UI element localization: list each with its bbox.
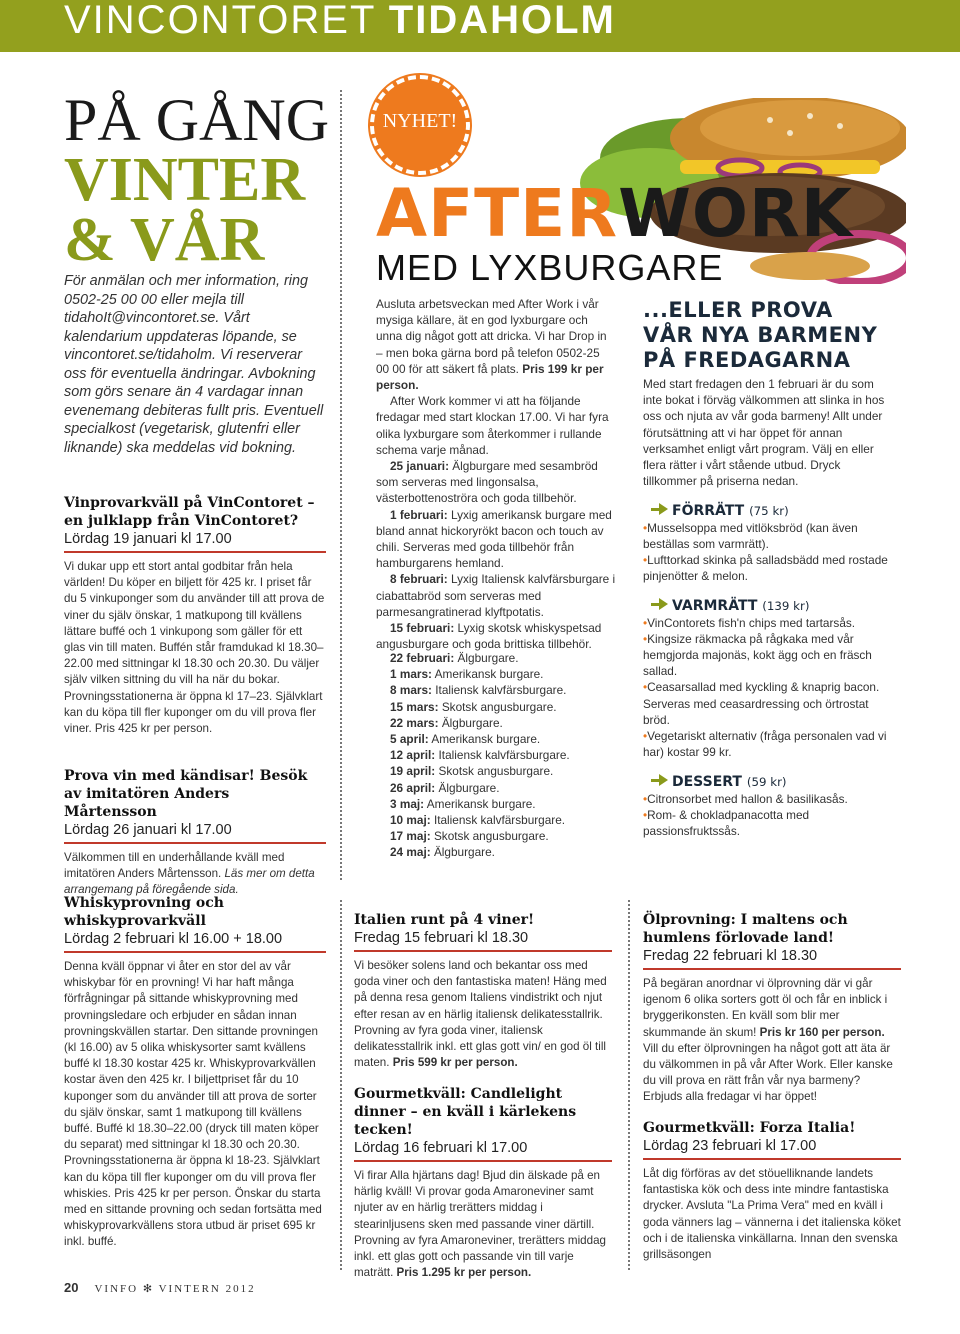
schedule-text: Amerikansk burgare.	[434, 667, 544, 682]
menu-item: •VinContorets fish'n chips med tartarsås.	[643, 615, 856, 630]
menu-item: •Kingsize räkmacka på rågkaka med vår hemgjorda majonäs, kokt ägg och en fräsch sallad.	[643, 631, 872, 679]
event-title: Vinprovarkväll på VinContoret – en julklapp från VinContoret?	[64, 495, 315, 529]
header-title	[64, 0, 616, 40]
menu-item: •Ceasarsallad med kyckling & knaprig bacon. Serveras med ceasardressing och örtrostat bröd.	[643, 680, 880, 727]
schedule-text: Älgburgare.	[433, 845, 495, 860]
barmeny-body	[643, 376, 893, 839]
event-title: Gourmetkväll: Candlelight dinner – en kväll i kärlekens tecken!	[354, 1086, 577, 1138]
event-body-text: Vi firar Alla hjärtans dag! Bjud din älskade på en härlig kväll! Vi provar goda Amaroneviner samt njuter av en härlig trerätters middag i stearinljusens sken med passande viner därtill. Provning av fyra Amaroneviner, trerätters middag inkl. ett glas gott och passande vin till varje maträtt.	[354, 1169, 606, 1280]
schedule-date: 19 april:	[390, 764, 436, 779]
page-subtitle-winter: VINTER	[64, 146, 306, 214]
menu-section-varmratt	[643, 598, 893, 614]
schedule-text: Amerikansk burgare.	[426, 796, 536, 811]
special-date: 25 januari:	[390, 459, 450, 474]
header-title-light: VINCONTORET	[64, 0, 376, 42]
schedule-text: Skotsk angusburgare.	[441, 699, 557, 714]
event-rule	[643, 968, 901, 970]
menu-section-label: VARMRÄTT	[672, 598, 758, 615]
event-body-text: På begäran anordnar vi ölprovning där vi går igenom 6 olika sorters gott öl och får en inblick i bryggerikonsten. En kväll som blir mer skummande än skum!	[643, 977, 888, 1039]
schedule-text: Italiensk kalvfärsburgare.	[438, 748, 570, 763]
menu-item-text: VinContorets fish'n chips med tartarsås.	[647, 615, 856, 630]
event-forza-italia	[643, 1119, 901, 1263]
schedule-date: 17 maj:	[390, 829, 431, 844]
event-body-italic: Läs mer om detta arrangemang på föregående sida.	[64, 867, 315, 897]
arrow-right-icon	[659, 598, 668, 610]
schedule-date: 5 april:	[390, 732, 429, 747]
header-title-bold: TIDAHOLM	[388, 0, 616, 42]
afterwork-body	[376, 296, 616, 652]
afterwork-p2: After Work kommer vi att ha följande fredagar med start klockan 17.00. Vi har fyra olika lyxburgare som återkommer i rullande schema varje månad.	[376, 394, 609, 457]
barmeny-heading-2: VÅR NYA BARMENY	[643, 323, 878, 347]
menu-item: •Lufttorkad skinka på salladsbädd med rostade pinjenötter & melon.	[643, 553, 888, 584]
page-subtitle-spring: & VÅR	[64, 206, 265, 274]
afterwork-price: Pris 199 kr per person.	[376, 361, 604, 393]
afterwork-special	[376, 571, 616, 620]
schedule-item	[376, 715, 616, 731]
arrow-right-icon	[659, 774, 668, 786]
event-title: Ölprovning: I maltens och humlens förlovade land!	[643, 912, 848, 946]
schedule-item	[376, 780, 616, 796]
menu-item: •Citronsorbet med hallon & basilikasås.	[643, 791, 848, 806]
special-text: Lyxig skotsk whiskyspetsad angusburgare och goda brittiska tillbehör.	[376, 621, 602, 652]
afterwork-subtitle: MED LYXBURGARE	[376, 247, 724, 288]
menu-section-price: (75 kr)	[749, 504, 789, 519]
schedule-item	[376, 650, 616, 666]
schedule-date: 22 mars:	[390, 715, 439, 730]
event-date: Lördag 19 januari kl 17.00	[64, 531, 232, 547]
event-rule	[64, 551, 326, 553]
schedule-text: Skotsk angusburgare.	[438, 764, 554, 779]
afterwork-special	[376, 507, 616, 572]
schedule-date: 24 maj:	[390, 845, 431, 860]
schedule-date: 15 mars:	[390, 699, 439, 714]
schedule-date: 26 april:	[390, 780, 436, 795]
schedule-text: Italiensk kalvfärsburgare.	[433, 813, 566, 828]
schedule-text: Älgburgare.	[457, 651, 519, 665]
schedule-date: 22 februari:	[390, 651, 455, 665]
event-beer	[643, 911, 901, 1106]
afterwork-title	[376, 175, 853, 252]
event-date: Lördag 16 februari kl 17.00	[354, 1140, 528, 1156]
schedule-text: Älgburgare.	[441, 715, 503, 730]
event-body: Låt dig förföras av det stöuelliknande landets fantastiska kök och dess inte mindre fantastiska drycker. Avsluta "La Prima Vera" med en kväll i goda vänners lag – vännerna i det italienska köket och i de italienska vinkällarna. Innan den svenska grillsäsongen	[643, 1167, 901, 1262]
event-price: Pris 1.295 kr per person.	[396, 1266, 532, 1280]
menu-section-price: (59 kr)	[746, 775, 787, 790]
afterwork-schedule	[376, 650, 616, 861]
menu-item-text: Vegetariskt alternativ (fråga personalen vad vi har) kostar 99 kr.	[643, 729, 887, 760]
event-celebrity	[64, 767, 326, 899]
nyhet-badge	[370, 75, 470, 175]
menu-section-price: (139 kr)	[762, 599, 810, 614]
schedule-item	[376, 699, 616, 715]
event-date: Fredag 22 februari kl 18.30	[643, 948, 818, 964]
special-text: Lyxig Italiensk kalvfärsburgare i ciabattabröd som serveras med parmesangratinerad klyftpotatis.	[376, 572, 616, 619]
event-body: Vi dukar upp ett stort antal godbitar från hela världen! Du köper en biljett för 425 kr. I priset får du 5 vinkuponger som du använder till att prova de viner du själv önskar, 1 matkupong till kvällens lättare buffé och 1 vinkupong som gäller för ett glas vin till maten. Buffén står framdukad kl 18.30–22.00 med sittningar kl 18.30 och 20.30. Du väljer själv vilken sittning du vill ha när du bokar. Provningsstationerna är öppna kl 17–23. Självklart kan du köpa till fler kuponger om du vill prova fler viner. Pris 425 kr per person.	[64, 560, 325, 736]
event-title: Prova vin med kändisar! Besök av imitatören Anders Mårtensson	[64, 768, 308, 820]
event-body	[643, 976, 901, 1106]
event-title: Italien runt på 4 viner!	[354, 912, 535, 928]
menu-item-text: Citronsorbet med hallon & basilikasås.	[647, 791, 848, 806]
menu-item-text: Rom- & chokladpanacotta med passionsfruktssås.	[643, 807, 810, 839]
special-date: 1 februari:	[390, 507, 448, 522]
schedule-date: 3 maj:	[390, 796, 425, 811]
menu-item-text: Ceasarsallad med kyckling & knaprig bacon. Serveras med ceasardressing och örtrostat bröd.	[643, 680, 880, 727]
event-date: Lördag 2 februari kl 16.00 + 18.00	[64, 931, 283, 947]
schedule-item	[376, 812, 616, 828]
menu-item-text: Musselsoppa med vitlöksbröd (kan även beställas som varmrätt).	[643, 520, 858, 551]
event-rule	[354, 950, 612, 952]
schedule-date: 10 maj:	[390, 813, 431, 828]
event-body	[354, 958, 612, 1071]
afterwork-special	[376, 458, 616, 507]
arrow-right-icon	[659, 503, 668, 515]
column-divider	[340, 900, 342, 1270]
event-body-text: Vi besöker solens land och bekantar oss med goda viner och den fantastiska maten! Häng med på denna resa genom Italiens vindistrikt och njut efter resan av en härlig italiensk delikatesstallrik. Provning av fyra goda viner, italiensk delikatesstallrik inkl. ett glas gott vin/ en god öl till maten.	[354, 959, 607, 1070]
special-date: 8 februari:	[390, 572, 448, 587]
schedule-item	[376, 747, 616, 763]
menu-item: •Rom- & chokladpanacotta med passionsfruktssås.	[643, 807, 810, 839]
column-divider	[628, 900, 630, 1270]
menu-item: •Musselsoppa med vitlöksbröd (kan även beställas som varmrätt).	[643, 520, 858, 551]
afterwork-p1	[376, 296, 616, 393]
event-title: Gourmetkväll: Forza Italia!	[643, 1120, 856, 1136]
schedule-item	[376, 666, 616, 682]
event-date: Lördag 23 februari kl 17.00	[643, 1138, 817, 1154]
menu-section-forratt	[643, 503, 893, 519]
schedule-item	[376, 844, 616, 860]
nyhet-badge-text: NYHET!	[382, 110, 458, 132]
page-footer	[64, 1280, 256, 1295]
special-date: 15 februari:	[390, 621, 455, 636]
menu-item-text: Lufttorkad skinka på salladsbädd med rostade pinjenötter & melon.	[643, 553, 888, 584]
event-wine-tasting	[64, 494, 326, 737]
afterwork-p1-text: Ausluta arbetsveckan med After Work i vår mysiga källare, ät en god lyxburgare och unna dig något gott att dricka. Vi har Drop in – men boka gärna bord på telefon 0502-25 00 00 för att säkert få plats.	[376, 297, 607, 376]
schedule-item	[376, 731, 616, 747]
menu-section-label: FÖRRÄTT	[672, 503, 745, 520]
afterwork-title-work: WORK	[618, 175, 853, 252]
schedule-text: Skotsk angusburgare.	[433, 829, 549, 844]
menu-section-dessert	[643, 774, 893, 790]
schedule-text: Italiensk kalvfärsburgare.	[435, 683, 567, 698]
barmeny-heading	[643, 298, 877, 373]
schedule-item	[376, 796, 616, 812]
barmeny-intro: Med start fredagen den 1 februari är du som inte bokat i förväg välkommen att slinka in hos oss och njuta av vår goda barmeny! Allt under förutsättning att vi har öppet för annan verksamhet enligt vårt program. Välj en eller flera rätter i vårt stående utbud. Dryck tillkommer på priserna nedan.	[643, 377, 885, 489]
event-italy	[354, 911, 612, 1071]
menu-item: •Vegetariskt alternativ (fråga personalen vad vi har) kostar 99 kr.	[643, 729, 887, 760]
event-price: Pris 599 kr per person.	[392, 1056, 518, 1070]
menu-item-text: Kingsize räkmacka på rågkaka med vår hemgjorda majonäs, kokt ägg och en fräsch sallad.	[643, 631, 872, 679]
event-rule	[354, 1160, 612, 1162]
special-text: Älgburgare med sesambröd som serveras med lingonsalsa, västerbottenoströra och goda tillbehör.	[376, 459, 598, 506]
schedule-item	[376, 763, 616, 779]
afterwork-special	[376, 620, 616, 652]
event-price: Pris kr 160 per person.	[759, 1025, 885, 1039]
afterwork-title-after: AFTER	[376, 175, 619, 252]
event-body-text: Välkommen till en underhållande kväll med imitatören Anders Mårtensson.	[64, 851, 285, 881]
event-body-text-2: Vill du efter ölprovningen ha något gott att äta är du välkommen in på vår After Work. Eller kanske du vill prova en rätt från vår nya barmeny? Erbjuds alla fredagar vi har öppet!	[643, 1041, 893, 1104]
event-title: Whiskyprovning och whiskyprovarkväll	[64, 895, 224, 929]
schedule-item	[376, 682, 616, 698]
schedule-text: Amerikansk burgare.	[431, 732, 541, 747]
event-rule	[64, 951, 326, 953]
schedule-date: 12 april:	[390, 748, 436, 763]
page-title: PÅ GÅNG	[64, 87, 330, 153]
event-rule	[643, 1158, 901, 1160]
event-candlelight	[354, 1085, 612, 1281]
event-date: Fredag 15 februari kl 18.30	[354, 930, 529, 946]
schedule-date: 8 mars:	[390, 683, 432, 698]
event-body	[354, 1168, 612, 1281]
schedule-item	[376, 828, 616, 844]
schedule-text: Älgburgare.	[438, 780, 500, 795]
event-rule	[64, 842, 326, 844]
page-number: 20	[64, 1280, 79, 1295]
barmeny-heading-3: PÅ FREDAGARNA	[643, 348, 851, 372]
menu-section-label: DESSERT	[672, 774, 742, 791]
event-body	[64, 850, 326, 899]
page-header	[0, 0, 960, 52]
event-body: Denna kväll öppnar vi åter en stor del av vår whiskybar för en provning! Vi har haft många förfrågningar på sittande whiskyprovning med provningsledare och erbjuder en sådan innan provningskvällen startar. Den sittande provningen (kl 16.00) av 5 olika whiskysorter samt kvällens buffé kl 18.30 kostar 425 kr. Whiskyprovarkvällen kostar även den 425 kr. I biljettpriset får du 10 kuponger som du använder till att prova de sorter du själv önskar, samt 1 matkupong till kvällens buffé. Buffé kl 18.30–22.00 (dryck till maten köper du separat) med sittningar kl 18.30 och 20.30. Provningsstationerna är öppna kl 18-23. Självklart kan du köpa till fler kuponger om du vill prova fler whiskies. Pris 425 kr per person. Önskar du starta med en sittande provning och sedan fortsätta med whiskyprovarkvällens stora utbud är priset 695 kr inkl. buffé.	[64, 960, 322, 1249]
event-date: Lördag 26 januari kl 17.00	[64, 822, 232, 838]
special-text: Lyxig amerikansk burgare med bland annat hickoryrökt bacon och touch av chili. Serveras med goda tillbehör från hamburgarens hemland.	[376, 507, 612, 571]
schedule-date: 1 mars:	[390, 667, 432, 682]
event-whisky	[64, 894, 326, 1251]
barmeny-heading-1: ...ELLER PROVA	[643, 298, 833, 322]
magazine-name: VINFO ✻ VINTERN 2012	[94, 1283, 256, 1295]
column-divider	[340, 90, 342, 880]
intro-text: För anmälan och mer information, ring 0502-25 00 00 eller mejla till tidahoIt@vincontoret.se. Vårt kalendarium uppdateras löpande, se vincontoret.se/tidaholm. Vi reserverar oss för eventuella ändringar. Avbokning som görs senare än 4 vardagar innan evenemang debiteras fullt pris. Eventuell specialkost (vegetarisk, glutenfri eller liknande) ska meddelas vid bokning.	[64, 273, 324, 456]
